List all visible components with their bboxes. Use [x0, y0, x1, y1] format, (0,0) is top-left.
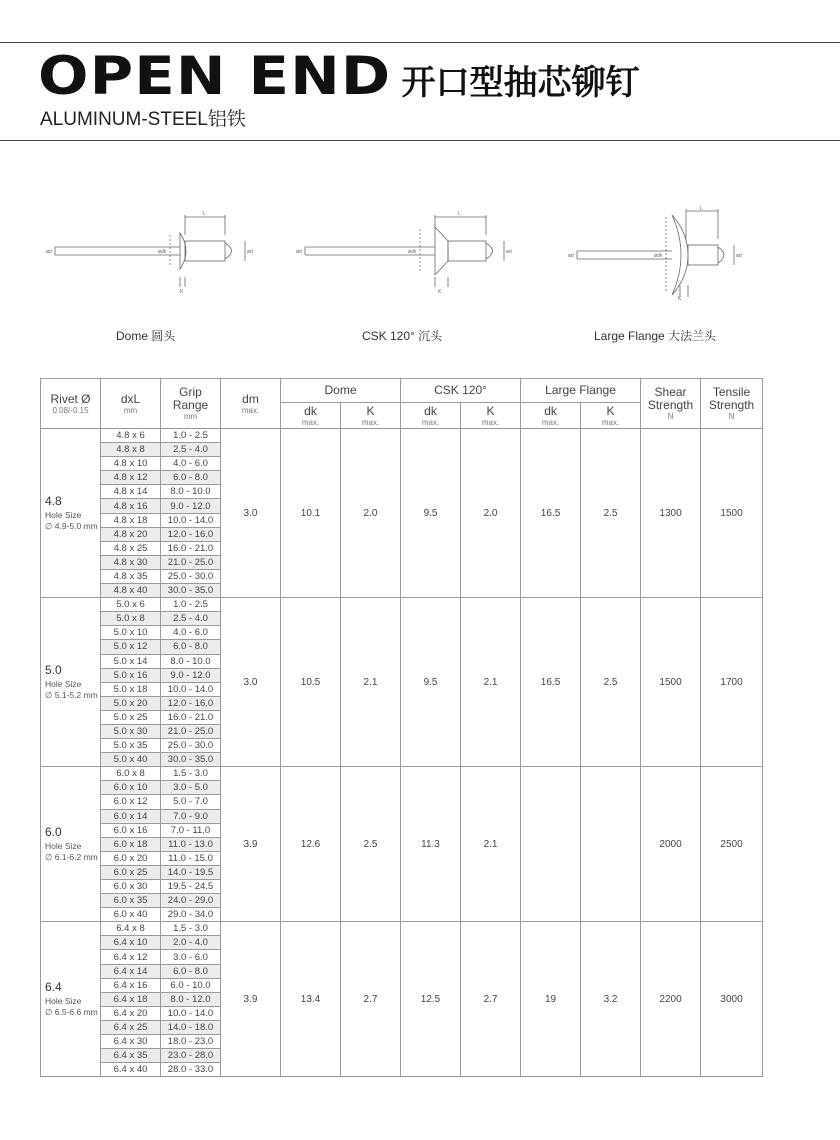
dxl-value: 4.8 x 12: [101, 471, 161, 485]
grip-range-value: 6.0 - 10.0: [161, 978, 221, 992]
flange-k-value: 3.2: [581, 922, 641, 1077]
hole-size-label: Hole Size: [45, 840, 82, 851]
grip-range-value: 16.0 - 21.0: [161, 541, 221, 555]
dxl-value: 5.0 x 12: [101, 640, 161, 654]
grip-range-value: 9.0 - 12.0: [161, 499, 221, 513]
csk-dk-value: 9.5: [401, 429, 461, 598]
svg-text:ødk: ødk: [408, 249, 417, 255]
dome-k-value: 2.0: [341, 429, 401, 598]
dxl-value: 6.0 x 14: [101, 809, 161, 823]
header-shear-strength: Shear Strength N: [641, 379, 701, 429]
dxl-value: 5.0 x 30: [101, 724, 161, 738]
rivet-size: 5.0: [45, 662, 62, 677]
header-csk: CSK 120°: [401, 379, 521, 403]
dxl-value: 6.4 x 20: [101, 1006, 161, 1020]
grip-range-value: 12.0 - 16.0: [161, 696, 221, 710]
dome-dk-value: 10.1: [281, 429, 341, 598]
grip-range-value: 5.0 - 7.0: [161, 795, 221, 809]
header-bottom-rule: [0, 140, 840, 141]
dxl-value: 6.4 x 30: [101, 1035, 161, 1049]
grip-range-value: 11.0 - 13.0: [161, 837, 221, 851]
dxl-value: 4.8 x 25: [101, 541, 161, 555]
dxl-value: 6.4 x 25: [101, 1020, 161, 1034]
grip-range-value: 3.0 - 5.0: [161, 781, 221, 795]
dxl-value: 5.0 x 16: [101, 668, 161, 682]
grip-range-value: 3.0 - 6.0: [161, 950, 221, 964]
csk-k-value: 2.1: [461, 767, 521, 922]
grip-range-value: 2.5 - 4.0: [161, 612, 221, 626]
shear-strength-value: 1300: [641, 429, 701, 598]
grip-range-value: 6.0 - 8.0: [161, 640, 221, 654]
grip-range-value: 8.0 - 12.0: [161, 992, 221, 1006]
flange-dk-value: 16.5: [521, 429, 581, 598]
grip-range-value: 8.0 - 10.0: [161, 654, 221, 668]
rivet-size-cell: [41, 598, 101, 767]
csk-k-value: 2.0: [461, 429, 521, 598]
grip-range-value: 19.5 - 24.5: [161, 880, 221, 894]
dxl-value: 6.0 x 18: [101, 837, 161, 851]
dxl-value: 5.0 x 18: [101, 682, 161, 696]
dxl-value: 5.0 x 6: [101, 598, 161, 612]
title-row: [38, 46, 640, 107]
dxl-value: 6.4 x 10: [101, 936, 161, 950]
dome-dk-value: 12.6: [281, 767, 341, 922]
grip-range-value: 1.0 - 2.5: [161, 598, 221, 612]
dome-k-value: 2.7: [341, 922, 401, 1077]
svg-text:ød: ød: [46, 249, 52, 255]
page-subtitle: ALUMINUM-STEEL铝铁: [40, 109, 246, 130]
header-dm: dm max.: [221, 379, 281, 429]
hole-size-label: Hole Size: [45, 995, 82, 1006]
grip-range-value: 16.0 - 21.0: [161, 710, 221, 724]
rivet-size: 6.0: [45, 824, 62, 839]
dome-dk-value: 13.4: [281, 922, 341, 1077]
rivet-spec-table: [40, 378, 763, 1077]
dxl-value: 4.8 x 8: [101, 443, 161, 457]
dxl-value: 4.8 x 40: [101, 584, 161, 598]
grip-range-value: 29.0 - 34.0: [161, 908, 221, 922]
large-flange-diagram-label: Large Flange 大法兰头: [594, 329, 717, 343]
grip-range-value: 10.0 - 14.0: [161, 1006, 221, 1020]
dm-value: 3.0: [221, 429, 281, 598]
shear-strength-value: 1500: [641, 598, 701, 767]
header-dome-k: K max.: [341, 403, 401, 429]
dome-k-value: 2.1: [341, 598, 401, 767]
header-flange-k: K max.: [581, 403, 641, 429]
tensile-strength-value: 3000: [701, 922, 763, 1077]
hole-size-value: ∅ 4.9-5.0 mm: [45, 520, 98, 531]
flange-dk-value: 19: [521, 922, 581, 1077]
dxl-value: 4.8 x 10: [101, 457, 161, 471]
csk-k-value: 2.7: [461, 922, 521, 1077]
tensile-strength-value: 2500: [701, 767, 763, 922]
header-csk-dk: dk max.: [401, 403, 461, 429]
csk-diagram-label: CSK 120° 沉头: [362, 329, 443, 343]
svg-text:ødk: ødk: [158, 249, 167, 255]
dxl-value: 4.8 x 18: [101, 513, 161, 527]
grip-range-value: 30.0 - 35.0: [161, 753, 221, 767]
grip-range-value: 23.0 - 28.0: [161, 1049, 221, 1063]
dxl-value: 5.0 x 25: [101, 710, 161, 724]
dxl-value: 6.4 x 40: [101, 1063, 161, 1077]
dxl-value: 6.0 x 20: [101, 851, 161, 865]
dxl-value: 6.0 x 30: [101, 880, 161, 894]
hole-size-value: ∅ 6.5-6.6 mm: [45, 1006, 98, 1017]
dxl-value: 6.4 x 35: [101, 1049, 161, 1063]
svg-text:L: L: [700, 206, 703, 212]
hole-size-value: ∅ 5.1-5.2 mm: [45, 689, 98, 700]
grip-range-value: 21.0 - 25.0: [161, 724, 221, 738]
header-dxl: dxL mm: [101, 379, 161, 429]
header-tensile-strength: Tensile Strength N: [701, 379, 763, 429]
svg-text:ød: ød: [296, 249, 302, 255]
svg-text:ødk: ødk: [654, 253, 663, 259]
tensile-strength-value: 1500: [701, 429, 763, 598]
table-row: [41, 429, 763, 443]
dm-value: 3.9: [221, 767, 281, 922]
grip-range-value: 7.0 - 11.0: [161, 823, 221, 837]
grip-range-value: 1.5 - 3.0: [161, 922, 221, 936]
grip-range-value: 7.0 - 9.0: [161, 809, 221, 823]
dome-k-value: 2.5: [341, 767, 401, 922]
grip-range-value: 11.0 - 15.0: [161, 851, 221, 865]
table-row: [41, 598, 763, 612]
svg-text:ød: ød: [247, 249, 253, 255]
grip-range-value: 24.0 - 29.0: [161, 894, 221, 908]
grip-range-value: 4.0 - 6.0: [161, 457, 221, 471]
header-dome: Dome: [281, 379, 401, 403]
dxl-value: 4.8 x 35: [101, 569, 161, 583]
dm-value: 3.9: [221, 922, 281, 1077]
dxl-value: 6.0 x 40: [101, 908, 161, 922]
dxl-value: 6.4 x 18: [101, 992, 161, 1006]
header-large-flange: Large Flange: [521, 379, 641, 403]
grip-range-value: 25.0 - 30.0: [161, 569, 221, 583]
dome-dk-value: 10.5: [281, 598, 341, 767]
page-title-chinese: 开口型抽芯铆钉: [401, 63, 640, 103]
grip-range-value: 9.0 - 12.0: [161, 668, 221, 682]
grip-range-value: 10.0 - 14.0: [161, 513, 221, 527]
grip-range-value: 6.0 - 8.0: [161, 964, 221, 978]
dxl-value: 6.4 x 16: [101, 978, 161, 992]
dm-value: 3.0: [221, 598, 281, 767]
csk-dk-value: 12.5: [401, 922, 461, 1077]
dxl-value: 4.8 x 14: [101, 485, 161, 499]
dxl-value: 5.0 x 10: [101, 626, 161, 640]
dxl-value: 4.8 x 6: [101, 429, 161, 443]
grip-range-value: 14.0 - 18.0: [161, 1020, 221, 1034]
dxl-value: 6.4 x 14: [101, 964, 161, 978]
dxl-value: 5.0 x 20: [101, 696, 161, 710]
shear-strength-value: 2200: [641, 922, 701, 1077]
tensile-strength-value: 1700: [701, 598, 763, 767]
header-dome-dk: dk max.: [281, 403, 341, 429]
large-flange-rivet-diagram: [562, 205, 782, 300]
svg-text:K: K: [438, 289, 442, 295]
csk-dk-value: 9.5: [401, 598, 461, 767]
svg-text:ød: ød: [506, 249, 512, 255]
top-rule: [0, 42, 840, 43]
rivet-size: 4.8: [45, 493, 62, 508]
header-rivet-diameter: Rivet Ø 0.08/-0.15: [41, 379, 101, 429]
dxl-value: 5.0 x 8: [101, 612, 161, 626]
grip-range-value: 10.0 - 14.0: [161, 682, 221, 696]
dxl-value: 4.8 x 30: [101, 555, 161, 569]
dxl-value: 4.8 x 16: [101, 499, 161, 513]
shear-strength-value: 2000: [641, 767, 701, 922]
grip-range-value: 6.0 - 8.0: [161, 471, 221, 485]
svg-text:ød: ød: [568, 253, 574, 259]
header-flange-dk: dk max.: [521, 403, 581, 429]
grip-range-value: 18.0 - 23.0: [161, 1035, 221, 1049]
csk-dk-value: 11.3: [401, 767, 461, 922]
grip-range-value: 14.0 - 19.5: [161, 865, 221, 879]
grip-range-value: 2.5 - 4.0: [161, 443, 221, 457]
rivet-size-cell: [41, 922, 101, 1077]
header-grip-range: Grip Range mm: [161, 379, 221, 429]
grip-range-value: 1.5 - 3.0: [161, 767, 221, 781]
dxl-value: 6.0 x 10: [101, 781, 161, 795]
hole-size-label: Hole Size: [45, 509, 82, 520]
hole-size-label: Hole Size: [45, 678, 82, 689]
flange-dk-value: 16.5: [521, 598, 581, 767]
grip-range-value: 21.0 - 25.0: [161, 555, 221, 569]
grip-range-value: 25.0 - 30.0: [161, 739, 221, 753]
csk-k-value: 2.1: [461, 598, 521, 767]
dxl-value: 6.4 x 12: [101, 950, 161, 964]
flange-k-value: [581, 767, 641, 922]
grip-range-value: 30.0 - 35.0: [161, 584, 221, 598]
flange-dk-value: [521, 767, 581, 922]
rivet-size-cell: [41, 429, 101, 598]
dxl-value: 4.8 x 20: [101, 527, 161, 541]
table-row: [41, 922, 763, 936]
dxl-value: 6.4 x 8: [101, 922, 161, 936]
svg-text:L: L: [458, 211, 461, 217]
grip-range-value: 2.0 - 4.0: [161, 936, 221, 950]
hole-size-value: ∅ 6.1-6.2 mm: [45, 851, 98, 862]
dome-diagram-label: Dome 圆头: [116, 329, 176, 343]
flange-k-value: 2.5: [581, 429, 641, 598]
flange-k-value: 2.5: [581, 598, 641, 767]
dxl-value: 6.0 x 25: [101, 865, 161, 879]
dxl-value: 6.0 x 16: [101, 823, 161, 837]
grip-range-value: 4.0 - 6.0: [161, 626, 221, 640]
dxl-value: 5.0 x 40: [101, 753, 161, 767]
csk-rivet-diagram: [290, 205, 520, 295]
dome-rivet-diagram: [40, 205, 260, 295]
dxl-value: 5.0 x 35: [101, 739, 161, 753]
svg-text:K: K: [678, 296, 682, 300]
svg-text:ød: ød: [736, 253, 742, 259]
header-csk-k: K max.: [461, 403, 521, 429]
grip-range-value: 12.0 - 16.0: [161, 527, 221, 541]
rivet-size-cell: [41, 767, 101, 922]
table-row: [41, 767, 763, 781]
dxl-value: 5.0 x 14: [101, 654, 161, 668]
page-title: OPEN END: [38, 46, 392, 107]
grip-range-value: 8.0 - 10.0: [161, 485, 221, 499]
grip-range-value: 28.0 - 33.0: [161, 1063, 221, 1077]
dxl-value: 6.0 x 35: [101, 894, 161, 908]
grip-range-value: 1.0 - 2.5: [161, 429, 221, 443]
dxl-value: 6.0 x 8: [101, 767, 161, 781]
svg-text:L: L: [203, 211, 206, 217]
dxl-value: 6.0 x 12: [101, 795, 161, 809]
svg-text:K: K: [180, 289, 184, 295]
rivet-size: 6.4: [45, 979, 62, 994]
